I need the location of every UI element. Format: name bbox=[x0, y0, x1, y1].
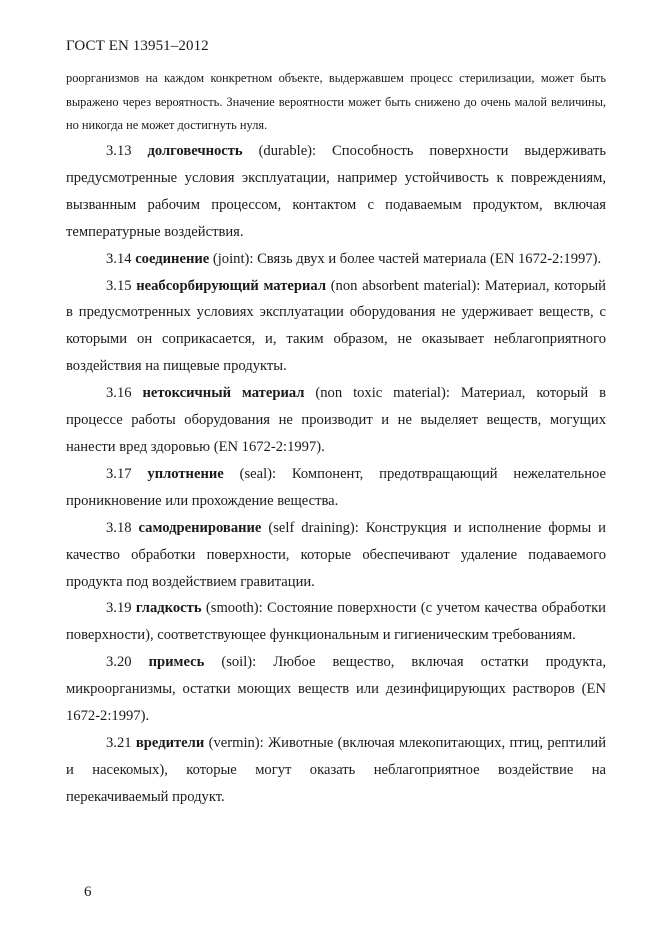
definition-3-19 bbox=[66, 595, 606, 649]
definition-text: : Компонент, предотвращающий нежелательное проникновение или прохождение вещества. bbox=[66, 465, 606, 509]
definition-text: : Материал, который в процессе работы оборудования не производит и не выделяет веществ, могущих нанести вред здоровью (EN 1672-2:1997). bbox=[66, 385, 606, 455]
definition-number: 3.20 bbox=[106, 654, 132, 671]
definition-text: : Состояние поверхности (с учетом качества обработки поверхности), соответствующее функциональным и гигиеническим требованиям. bbox=[66, 600, 606, 644]
definition-text: : Животные (включая млекопитающих, птиц, рептилий и насекомых), которые могут оказать неблагоприятное воздействие на перекачиваемый продукт. bbox=[66, 734, 607, 805]
definition-term: примесь bbox=[148, 654, 205, 671]
definition-english: (joint) bbox=[212, 250, 250, 267]
definition-english: (vermin) bbox=[208, 734, 260, 751]
definition-english: (non absorbent material) bbox=[330, 277, 477, 294]
definition-3-14 bbox=[66, 246, 606, 273]
definition-3-20 bbox=[66, 649, 606, 730]
definition-number: 3.13 bbox=[106, 143, 132, 159]
definition-number: 3.16 bbox=[106, 385, 132, 402]
definition-text: : Конструкция и исполнение формы и качество обработки поверхности, которые обеспечивают удаление подаваемого продукта под воздействием гравитации. bbox=[66, 519, 606, 590]
definition-text: : Материал, который в предусмотренных условиях эксплуатации оборудования не удерживает веществ, с которыми он соприкасается, и, таким образом, не оказывает неблагоприятного воздействия на пищевые продукты. bbox=[66, 277, 606, 375]
definition-term: нетоксичный материал bbox=[142, 385, 305, 402]
definitions-list bbox=[66, 138, 606, 811]
definition-english: (self draining) bbox=[268, 519, 355, 536]
definition-3-13 bbox=[66, 138, 606, 246]
definition-number: 3.21 bbox=[106, 734, 132, 751]
definition-3-18 bbox=[66, 515, 606, 596]
definition-text: : Связь двух и более частей материала (EN 1672-2:1997). bbox=[249, 250, 602, 267]
definition-3-15 bbox=[66, 273, 606, 381]
definition-number: 3.15 bbox=[106, 277, 132, 294]
definition-number: 3.14 bbox=[106, 250, 132, 267]
standard-header: ГОСТ EN 13951–2012 bbox=[66, 38, 209, 54]
page-number: 6 bbox=[84, 884, 92, 900]
definition-term: соединение bbox=[135, 250, 210, 267]
definition-english: (seal) bbox=[239, 465, 273, 482]
definition-english: (soil) bbox=[221, 654, 253, 671]
definition-number: 3.18 bbox=[106, 519, 132, 536]
definition-english: (smooth) bbox=[205, 600, 259, 617]
definition-3-16 bbox=[66, 380, 606, 461]
definition-number: 3.19 bbox=[106, 600, 132, 617]
definition-term: вредители bbox=[135, 734, 205, 751]
definition-number: 3.17 bbox=[106, 465, 132, 482]
definition-term: долговечность bbox=[147, 143, 243, 159]
definition-term: самодренирование bbox=[138, 519, 262, 536]
definition-term: гладкость bbox=[135, 600, 202, 617]
definition-term: уплотнение bbox=[147, 465, 224, 482]
definition-3-17 bbox=[66, 461, 606, 515]
definition-text: : Любое вещество, включая остатки продукта, микроорганизмы, остатки моющих веществ или дезинфицирующих растворов (EN 1672-2:1997). bbox=[66, 654, 606, 725]
intro-paragraph: роорганизмов на каждом конкретном объекте, выдержавшем процесс стерилизации, может быть выражено через вероятность. Значение вероятности может быть снижено до очень малой величины, но никогда не может достигнуть нуля. bbox=[66, 71, 606, 132]
definition-term: неабсорбирующий материал bbox=[136, 277, 327, 294]
definition-english: (non toxic material) bbox=[315, 385, 446, 402]
definition-english: (durable) bbox=[258, 143, 313, 159]
definition-text: : Способность поверхности выдерживать предусмотренные условия эксплуатации, например устойчивость к повреждениям, вызванным рабочим процессом, контактом с подаваемым продуктом, включая температурные воздействия. bbox=[66, 143, 606, 240]
definition-3-21 bbox=[66, 730, 606, 811]
